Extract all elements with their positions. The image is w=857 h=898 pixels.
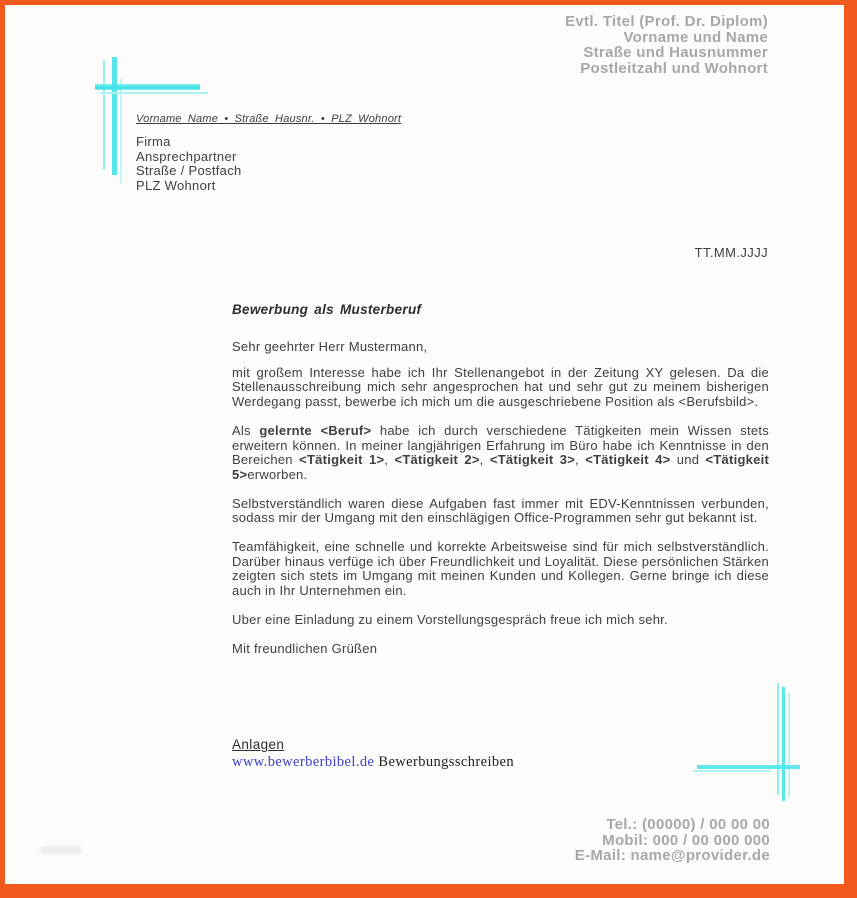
letter-page [5,5,844,884]
recipient-line: Ansprechpartner [136,148,237,164]
recipient-line: PLZ Wohnort [136,177,216,193]
enclosures-label: Anlagen [232,737,285,752]
bewerberbibel-link[interactable]: www.bewerberbibel.de [232,754,375,770]
contact-info-block [575,817,770,864]
letter-body [232,340,769,656]
sender-line: Postleitzahl und Wohnort [580,59,768,77]
closing-formula: Mit freundlichen Grüßen [232,640,378,656]
body-paragraph: mit großem Interesse habe ich Ihr Stellenangebot in der Zeitung XY gelesen. Da die Stellenausschreibung mich sehr angesprochen hat und sehr gut zu meinem bisherigen Werdegang passt, bewerbe ich mich um die ausgeschriebene Position als <Berufsbild>. [232,364,769,410]
sender-line: Evtl. Titel (Prof. Dr. Diplom) [565,13,768,30]
body-paragraph: Uber eine Einladung zu einem Vorstellungsgespräch freue ich mich sehr. [232,611,668,627]
sender-address-block [565,14,768,76]
return-address-line: Vorname Name • Straße Hausnr. • PLZ Wohnort [136,113,402,125]
contact-line: E-Mail: name@provider.de [574,847,770,864]
body-paragraph: Teamfähigkeit, eine schnelle und korrekte Arbeitsweise sind für mich selbstverständlich. Darüber hinaus verfüge ich über Freundlichkeit und Loyalität. Diese persönlichen Stärken zeigten sich stets im Umgang mit meinen Kunden und Kollegen. Gerne bringe ich diese auch in Ihr Unternehmen ein. [232,539,769,599]
contact-line: Tel.: (00000) / 00 00 00 [606,816,770,833]
sender-line: Vorname und Name [623,28,768,46]
contact-line: Mobil: 000 / 00 000 000 [602,831,770,849]
body-paragraph: Selbstverständlich waren diese Aufgaben fast immer mit EDV-Kenntnissen verbunden, sodass mir der Umgang mit den einschlägigen Office-Programmen sehr gut bekannt ist. [232,495,769,526]
recipient-line: Straße / Postfach [136,163,242,179]
cyan-corner-decoration-bottom-right [693,677,808,802]
recipient-address-block [136,135,242,193]
footer-link-suffix: Bewerbungsschreiben [374,754,515,770]
date-placeholder: TT.MM.JJJJ [694,245,768,260]
sender-line: Straße und Hausnummer [583,44,768,61]
subject-line: Bewerbung als Musterberuf [232,302,422,317]
faint-watermark [40,846,82,854]
recipient-line: Firma [136,134,171,149]
footer-link-line [232,754,514,771]
body-paragraph: Als gelernte <Beruf> habe ich durch verschiedene Tätigkeiten mein Wissen stets erweitern können. In meiner langjährigen Erfahrung im Büro habe ich Kenntnisse in den Bereichen <Tätigkeit 1>, <Tätigkeit 2>, <Tätigkeit 3>, <Tätigkeit 4> und <Tätigkeit 5>erworben. [232,422,770,482]
salutation: Sehr geehrter Herr Mustermann, [232,339,428,354]
